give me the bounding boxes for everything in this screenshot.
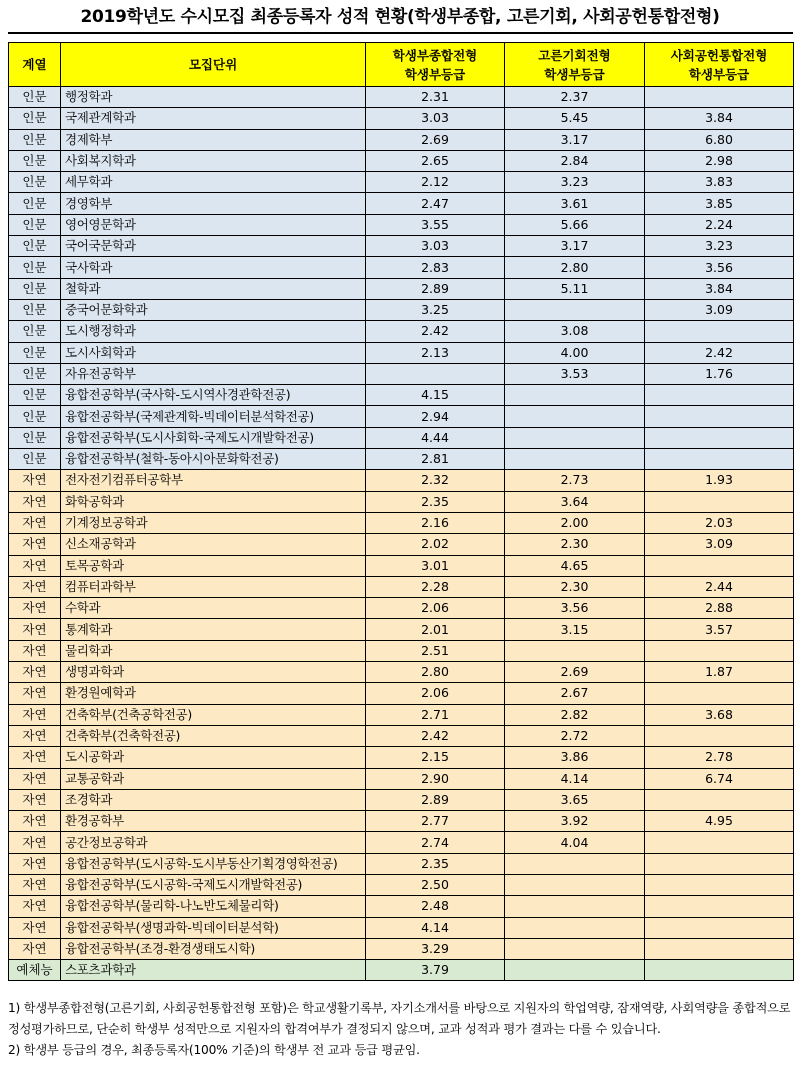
unit-cell: 행정학과: [61, 87, 366, 108]
comprehensive-grade-cell: 2.81: [366, 449, 505, 470]
comprehensive-grade-cell: 2.65: [366, 150, 505, 171]
category-cell: 인문: [9, 150, 61, 171]
equal-opportunity-grade-cell: 2.82: [505, 704, 645, 725]
comprehensive-grade-cell: 2.28: [366, 576, 505, 597]
unit-cell: 자유전공학부: [61, 363, 366, 384]
comprehensive-grade-cell: 4.14: [366, 917, 505, 938]
unit-cell: 조경학과: [61, 789, 366, 810]
table-row: [9, 363, 794, 384]
social-contribution-grade-cell: [645, 640, 794, 661]
category-cell: 인문: [9, 108, 61, 129]
equal-opportunity-grade-cell: 2.84: [505, 150, 645, 171]
equal-opportunity-grade-cell: 3.65: [505, 789, 645, 810]
table-row: [9, 172, 794, 193]
table-row: [9, 534, 794, 555]
unit-cell: 융합전공학부(도시공학-도시부동산기획경영학전공): [61, 853, 366, 874]
equal-opportunity-grade-cell: 3.23: [505, 172, 645, 193]
unit-cell: 융합전공학부(국제관계학-빅데이터분석학전공): [61, 406, 366, 427]
social-contribution-grade-cell: 1.87: [645, 662, 794, 683]
equal-opportunity-grade-cell: [505, 896, 645, 917]
table-row: [9, 896, 794, 917]
social-contribution-grade-cell: [645, 874, 794, 895]
equal-opportunity-grade-cell: 3.08: [505, 321, 645, 342]
header-comprehensive-line2: 학생부등급: [404, 66, 466, 82]
category-cell: 자연: [9, 896, 61, 917]
comprehensive-grade-cell: 4.44: [366, 427, 505, 448]
table-row: [9, 470, 794, 491]
header-equal-opportunity-line1: 고른기회전형: [538, 47, 611, 63]
social-contribution-grade-cell: [645, 321, 794, 342]
category-cell: 인문: [9, 299, 61, 320]
comprehensive-grade-cell: 2.89: [366, 789, 505, 810]
comprehensive-grade-cell: 2.42: [366, 725, 505, 746]
table-row: [9, 342, 794, 363]
unit-cell: 도시사회학과: [61, 342, 366, 363]
table-row: [9, 278, 794, 299]
comprehensive-grade-cell: 2.50: [366, 874, 505, 895]
category-cell: 자연: [9, 512, 61, 533]
equal-opportunity-grade-cell: [505, 874, 645, 895]
category-cell: 인문: [9, 363, 61, 384]
header-comprehensive-line1: 학생부종합전형: [392, 47, 478, 63]
table-row: [9, 832, 794, 853]
category-cell: 자연: [9, 747, 61, 768]
unit-cell: 융합전공학부(도시사회학-국제도시개발학전공): [61, 427, 366, 448]
unit-cell: 융합전공학부(조경-환경생태도시학): [61, 938, 366, 959]
table-row: [9, 874, 794, 895]
social-contribution-grade-cell: 2.78: [645, 747, 794, 768]
equal-opportunity-grade-cell: 2.69: [505, 662, 645, 683]
header-social-contribution-line1: 사회공헌통합전형: [670, 47, 768, 63]
table-row: [9, 640, 794, 661]
unit-cell: 생명과학과: [61, 662, 366, 683]
unit-cell: 융합전공학부(도시공학-국제도시개발학전공): [61, 874, 366, 895]
comprehensive-grade-cell: 2.89: [366, 278, 505, 299]
category-cell: 인문: [9, 172, 61, 193]
social-contribution-grade-cell: 3.09: [645, 534, 794, 555]
social-contribution-grade-cell: 3.83: [645, 172, 794, 193]
comprehensive-grade-cell: 2.06: [366, 598, 505, 619]
table-row: [9, 725, 794, 746]
category-cell: 자연: [9, 853, 61, 874]
table-row: [9, 491, 794, 512]
category-cell: 자연: [9, 598, 61, 619]
category-cell: 인문: [9, 236, 61, 257]
unit-cell: 물리학과: [61, 640, 366, 661]
header-equal-opportunity: [505, 43, 645, 87]
social-contribution-grade-cell: [645, 960, 794, 981]
social-contribution-grade-cell: [645, 853, 794, 874]
table-row: [9, 662, 794, 683]
footnotes: [8, 998, 792, 1061]
table-row: [9, 789, 794, 810]
comprehensive-grade-cell: 2.77: [366, 811, 505, 832]
comprehensive-grade-cell: 2.80: [366, 662, 505, 683]
category-cell: 자연: [9, 917, 61, 938]
equal-opportunity-grade-cell: [505, 917, 645, 938]
equal-opportunity-grade-cell: [505, 853, 645, 874]
category-cell: 인문: [9, 87, 61, 108]
table-row: [9, 512, 794, 533]
comprehensive-grade-cell: 3.01: [366, 555, 505, 576]
unit-cell: 수학과: [61, 598, 366, 619]
unit-cell: 국사학과: [61, 257, 366, 278]
comprehensive-grade-cell: 2.15: [366, 747, 505, 768]
comprehensive-grade-cell: 3.55: [366, 214, 505, 235]
header-unit: 모집단위: [61, 43, 366, 87]
table-row: [9, 299, 794, 320]
social-contribution-grade-cell: 2.03: [645, 512, 794, 533]
comprehensive-grade-cell: 2.47: [366, 193, 505, 214]
equal-opportunity-grade-cell: 2.80: [505, 257, 645, 278]
social-contribution-grade-cell: [645, 449, 794, 470]
table-row: [9, 811, 794, 832]
category-cell: 인문: [9, 385, 61, 406]
category-cell: 예체능: [9, 960, 61, 981]
unit-cell: 환경원예학과: [61, 683, 366, 704]
equal-opportunity-grade-cell: 3.86: [505, 747, 645, 768]
category-cell: 인문: [9, 214, 61, 235]
social-contribution-grade-cell: [645, 789, 794, 810]
table-row: [9, 257, 794, 278]
table-row: [9, 193, 794, 214]
footnote-2: 2) 학생부 등급의 경우, 최종등록자(100% 기준)의 학생부 전 교과 등급 평균임.: [8, 1043, 420, 1057]
comprehensive-grade-cell: 2.71: [366, 704, 505, 725]
category-cell: 인문: [9, 257, 61, 278]
table-row: [9, 236, 794, 257]
category-cell: 자연: [9, 704, 61, 725]
unit-cell: 영어영문학과: [61, 214, 366, 235]
comprehensive-grade-cell: 2.32: [366, 470, 505, 491]
table-row: [9, 917, 794, 938]
equal-opportunity-grade-cell: [505, 385, 645, 406]
table-row: [9, 555, 794, 576]
equal-opportunity-grade-cell: 3.61: [505, 193, 645, 214]
table-row: [9, 214, 794, 235]
comprehensive-grade-cell: 4.15: [366, 385, 505, 406]
equal-opportunity-grade-cell: [505, 427, 645, 448]
equal-opportunity-grade-cell: 3.53: [505, 363, 645, 384]
header-row: [9, 43, 794, 87]
equal-opportunity-grade-cell: [505, 299, 645, 320]
table-row: [9, 108, 794, 129]
comprehensive-grade-cell: 2.74: [366, 832, 505, 853]
comprehensive-grade-cell: 2.35: [366, 853, 505, 874]
unit-cell: 철학과: [61, 278, 366, 299]
unit-cell: 건축학부(건축학전공): [61, 725, 366, 746]
table-row: [9, 747, 794, 768]
table-row: [9, 619, 794, 640]
equal-opportunity-grade-cell: 2.30: [505, 576, 645, 597]
admissions-table: [8, 42, 794, 981]
equal-opportunity-grade-cell: 2.00: [505, 512, 645, 533]
comprehensive-grade-cell: 2.02: [366, 534, 505, 555]
equal-opportunity-grade-cell: 4.00: [505, 342, 645, 363]
comprehensive-grade-cell: 2.94: [366, 406, 505, 427]
social-contribution-grade-cell: 3.85: [645, 193, 794, 214]
unit-cell: 건축학부(건축공학전공): [61, 704, 366, 725]
equal-opportunity-grade-cell: 5.66: [505, 214, 645, 235]
social-contribution-grade-cell: [645, 427, 794, 448]
comprehensive-grade-cell: 3.03: [366, 236, 505, 257]
comprehensive-grade-cell: 3.03: [366, 108, 505, 129]
category-cell: 인문: [9, 406, 61, 427]
equal-opportunity-grade-cell: 2.30: [505, 534, 645, 555]
equal-opportunity-grade-cell: 3.17: [505, 236, 645, 257]
social-contribution-grade-cell: [645, 491, 794, 512]
social-contribution-grade-cell: [645, 87, 794, 108]
header-comprehensive: [366, 43, 505, 87]
unit-cell: 공간정보공학과: [61, 832, 366, 853]
table-row: [9, 704, 794, 725]
unit-cell: 사회복지학과: [61, 150, 366, 171]
comprehensive-grade-cell: 2.69: [366, 129, 505, 150]
table-row: [9, 683, 794, 704]
table-row: [9, 385, 794, 406]
category-cell: 자연: [9, 576, 61, 597]
social-contribution-grade-cell: [645, 385, 794, 406]
unit-cell: 융합전공학부(국사학-도시역사경관학전공): [61, 385, 366, 406]
unit-cell: 도시행정학과: [61, 321, 366, 342]
page-title: 2019학년도 수시모집 최종등록자 성적 현황(학생부종합, 고른기회, 사회공헌통합전형): [80, 7, 720, 27]
social-contribution-grade-cell: 3.56: [645, 257, 794, 278]
social-contribution-grade-cell: [645, 683, 794, 704]
comprehensive-grade-cell: 2.35: [366, 491, 505, 512]
equal-opportunity-grade-cell: 3.17: [505, 129, 645, 150]
unit-cell: 세무학과: [61, 172, 366, 193]
unit-cell: 경영학부: [61, 193, 366, 214]
category-cell: 자연: [9, 555, 61, 576]
equal-opportunity-grade-cell: 4.14: [505, 768, 645, 789]
comprehensive-grade-cell: 2.12: [366, 172, 505, 193]
table-row: [9, 960, 794, 981]
social-contribution-grade-cell: [645, 896, 794, 917]
category-cell: 인문: [9, 449, 61, 470]
social-contribution-grade-cell: [645, 725, 794, 746]
category-cell: 인문: [9, 321, 61, 342]
comprehensive-grade-cell: 2.51: [366, 640, 505, 661]
unit-cell: 융합전공학부(철학-동아시아문화학전공): [61, 449, 366, 470]
social-contribution-grade-cell: [645, 406, 794, 427]
category-cell: 자연: [9, 534, 61, 555]
unit-cell: 토목공학과: [61, 555, 366, 576]
comprehensive-grade-cell: 3.79: [366, 960, 505, 981]
category-cell: 자연: [9, 491, 61, 512]
social-contribution-grade-cell: 3.23: [645, 236, 794, 257]
table-body: [9, 87, 794, 981]
social-contribution-grade-cell: [645, 832, 794, 853]
category-cell: 자연: [9, 811, 61, 832]
table-row: [9, 321, 794, 342]
table-row: [9, 87, 794, 108]
comprehensive-grade-cell: 2.06: [366, 683, 505, 704]
table-row: [9, 449, 794, 470]
social-contribution-grade-cell: 2.42: [645, 342, 794, 363]
comprehensive-grade-cell: 3.29: [366, 938, 505, 959]
unit-cell: 전자전기컴퓨터공학부: [61, 470, 366, 491]
table-row: [9, 598, 794, 619]
table-row: [9, 938, 794, 959]
social-contribution-grade-cell: 3.84: [645, 108, 794, 129]
table-header: [9, 43, 794, 87]
social-contribution-grade-cell: 2.88: [645, 598, 794, 619]
equal-opportunity-grade-cell: 4.65: [505, 555, 645, 576]
unit-cell: 기계정보공학과: [61, 512, 366, 533]
table-row: [9, 853, 794, 874]
comprehensive-grade-cell: 3.25: [366, 299, 505, 320]
table-row: [9, 406, 794, 427]
social-contribution-grade-cell: [645, 938, 794, 959]
unit-cell: 융합전공학부(생명과학-빅데이터분석학): [61, 917, 366, 938]
unit-cell: 컴퓨터과학부: [61, 576, 366, 597]
social-contribution-grade-cell: 1.93: [645, 470, 794, 491]
equal-opportunity-grade-cell: [505, 406, 645, 427]
table-row: [9, 150, 794, 171]
unit-cell: 통계학과: [61, 619, 366, 640]
social-contribution-grade-cell: [645, 917, 794, 938]
table-row: [9, 768, 794, 789]
equal-opportunity-grade-cell: 3.15: [505, 619, 645, 640]
social-contribution-grade-cell: 4.95: [645, 811, 794, 832]
social-contribution-grade-cell: 3.68: [645, 704, 794, 725]
header-equal-opportunity-line2: 학생부등급: [544, 66, 605, 82]
equal-opportunity-grade-cell: 2.73: [505, 470, 645, 491]
equal-opportunity-grade-cell: 2.72: [505, 725, 645, 746]
comprehensive-grade-cell: 2.13: [366, 342, 505, 363]
equal-opportunity-grade-cell: 5.11: [505, 278, 645, 299]
unit-cell: 중국어문화학과: [61, 299, 366, 320]
equal-opportunity-grade-cell: [505, 640, 645, 661]
unit-cell: 신소재공학과: [61, 534, 366, 555]
social-contribution-grade-cell: 6.80: [645, 129, 794, 150]
social-contribution-grade-cell: 3.09: [645, 299, 794, 320]
social-contribution-grade-cell: 2.98: [645, 150, 794, 171]
category-cell: 자연: [9, 662, 61, 683]
category-cell: 자연: [9, 683, 61, 704]
category-cell: 인문: [9, 278, 61, 299]
comprehensive-grade-cell: 2.01: [366, 619, 505, 640]
unit-cell: 도시공학과: [61, 747, 366, 768]
social-contribution-grade-cell: 1.76: [645, 363, 794, 384]
title-underline: [8, 32, 793, 34]
comprehensive-grade-cell: 2.90: [366, 768, 505, 789]
category-cell: 자연: [9, 768, 61, 789]
comprehensive-grade-cell: 2.48: [366, 896, 505, 917]
footnote-1: 1) 학생부종합전형(고른기회, 사회공헌통합전형 포함)은 학교생활기록부, 자기소개서를 바탕으로 지원자의 학업역량, 잠재역량, 사회역량을 종합적으로 정성평가하므로, 단순히 학생부 성적만으로 지원자의 합격여부가 결정되지 않으며, 교과 성적과 평가 결과는 다를 수 있습니다.: [8, 1001, 791, 1036]
category-cell: 인문: [9, 342, 61, 363]
category-cell: 인문: [9, 427, 61, 448]
equal-opportunity-grade-cell: 2.67: [505, 683, 645, 704]
comprehensive-grade-cell: 2.31: [366, 87, 505, 108]
category-cell: 자연: [9, 789, 61, 810]
social-contribution-grade-cell: 2.24: [645, 214, 794, 235]
unit-cell: 교통공학과: [61, 768, 366, 789]
category-cell: 자연: [9, 725, 61, 746]
header-category: 계열: [9, 43, 61, 87]
equal-opportunity-grade-cell: [505, 449, 645, 470]
unit-cell: 국제관계학과: [61, 108, 366, 129]
unit-cell: 융합전공학부(물리학-나노반도체물리학): [61, 896, 366, 917]
category-cell: 인문: [9, 129, 61, 150]
equal-opportunity-grade-cell: 3.92: [505, 811, 645, 832]
unit-cell: 화학공학과: [61, 491, 366, 512]
category-cell: 자연: [9, 938, 61, 959]
equal-opportunity-grade-cell: 3.64: [505, 491, 645, 512]
header-social-contribution: [645, 43, 794, 87]
equal-opportunity-grade-cell: 4.04: [505, 832, 645, 853]
equal-opportunity-grade-cell: 5.45: [505, 108, 645, 129]
equal-opportunity-grade-cell: [505, 960, 645, 981]
comprehensive-grade-cell: [366, 363, 505, 384]
unit-cell: 경제학부: [61, 129, 366, 150]
header-social-contribution-line2: 학생부등급: [688, 66, 750, 82]
table-row: [9, 129, 794, 150]
comprehensive-grade-cell: 2.16: [366, 512, 505, 533]
social-contribution-grade-cell: 2.44: [645, 576, 794, 597]
category-cell: 자연: [9, 874, 61, 895]
category-cell: 자연: [9, 470, 61, 491]
unit-cell: 환경공학부: [61, 811, 366, 832]
category-cell: 자연: [9, 832, 61, 853]
unit-cell: 국어국문학과: [61, 236, 366, 257]
category-cell: 자연: [9, 619, 61, 640]
comprehensive-grade-cell: 2.42: [366, 321, 505, 342]
social-contribution-grade-cell: 6.74: [645, 768, 794, 789]
category-cell: 자연: [9, 640, 61, 661]
social-contribution-grade-cell: 3.84: [645, 278, 794, 299]
equal-opportunity-grade-cell: 2.37: [505, 87, 645, 108]
unit-cell: 스포츠과학과: [61, 960, 366, 981]
social-contribution-grade-cell: 3.57: [645, 619, 794, 640]
equal-opportunity-grade-cell: [505, 938, 645, 959]
table-row: [9, 576, 794, 597]
social-contribution-grade-cell: [645, 555, 794, 576]
equal-opportunity-grade-cell: 3.56: [505, 598, 645, 619]
category-cell: 인문: [9, 193, 61, 214]
comprehensive-grade-cell: 2.83: [366, 257, 505, 278]
table-row: [9, 427, 794, 448]
